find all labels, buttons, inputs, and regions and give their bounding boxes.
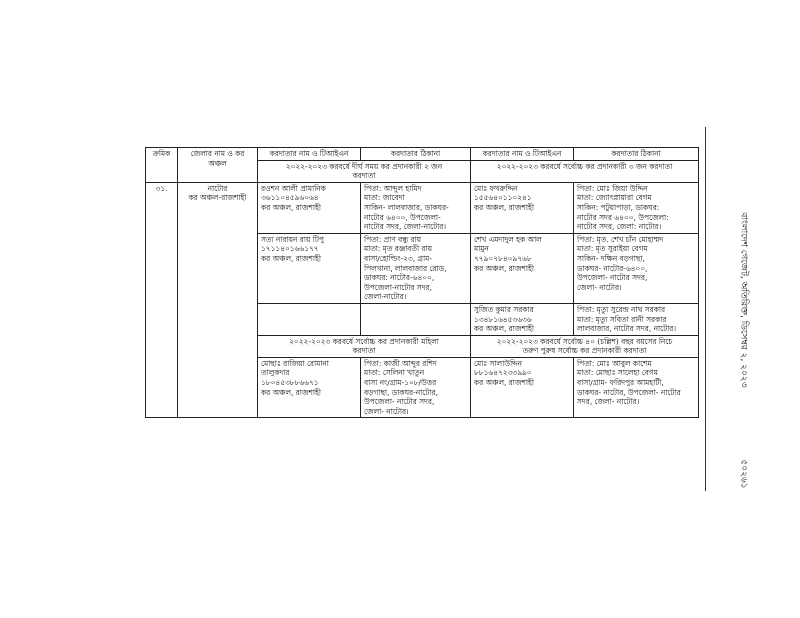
text-line: বাসা/হোল্ডিং-২৩, গ্রাম-: [364, 253, 432, 263]
taxpayer-name-tin: [258, 182, 361, 233]
text-line: মাতা: জ্যোৎস্নায়ারা বেগম: [577, 193, 652, 203]
text-line: মাতা: সেলিনা খাতুন: [364, 368, 425, 378]
side-rule: [705, 127, 706, 491]
category-female: [258, 335, 471, 357]
taxpayer-name-tin: [471, 182, 574, 233]
header-serial: ক্রমিক: [146, 148, 178, 183]
text-line: মাতা: জাবেদা: [364, 193, 405, 203]
text-line: পিতা: মৃত্যু সুরেন্দ্র নাথ সরকার: [577, 304, 666, 314]
category-young-male: [471, 335, 699, 357]
taxpayer-address: [574, 303, 699, 335]
text-line: নাটোর ৬৪০০, উপজেলা-: [364, 212, 441, 222]
text-line: কর অঞ্চল-রাজশাহী: [188, 193, 247, 203]
taxpayer-address: [574, 233, 699, 303]
text-line: উপজেলা-নাটোর সদর,: [364, 282, 432, 292]
text-line: সাকিন- লালবাজার, ডাকঘর-: [364, 202, 449, 212]
text-line: তালুকদার: [261, 368, 290, 378]
text-line: ৮৮১৬৪৭২৩৩৯৯০: [474, 368, 532, 378]
text-line: সত্য নারায়ন রায় টিপু: [261, 234, 324, 244]
text-line: ১৩৪৮১৬৪৫৩৬৩৬: [474, 314, 532, 324]
text-line: পিতা: কাজী আব্দুর রশিদ: [364, 358, 437, 368]
taxpayer-name-tin: [471, 357, 574, 418]
empty-cell: [361, 303, 471, 335]
taxpayer-address: [574, 357, 699, 418]
text-line: কর অঞ্চল, রাজশাহী: [261, 253, 321, 263]
page-number: ৫০২৬১: [738, 459, 749, 489]
text-line: কর অঞ্চল, রাজশাহী: [474, 202, 534, 212]
text-line: তরুণ পুরুষ সর্বোচ্চ কর প্রদানকারী করদাতা: [522, 346, 647, 356]
header-address-1: করদাতার ঠিকানা: [361, 148, 471, 161]
text-line: মাতা: মোছাঃ সালেহা বেগম: [577, 368, 658, 378]
empty-cell: [258, 303, 361, 335]
text-line: ২০২২-২০২৩ করবর্ষে সর্বোচ্চ কর প্রদানকারী মহিলা: [289, 336, 439, 346]
text-line: সাকিন- দক্ষিন বড়গাছা,: [577, 253, 645, 263]
text-line: ডাকঘর: নাটোর-৬৪০০,: [364, 273, 435, 283]
text-line: মাতা: মৃত্যু সবিতা রানী সরকার: [577, 314, 667, 324]
text-line: লালবাজার, নাটোর সদর, নাটোর।: [577, 324, 676, 334]
taxpayer-address: [361, 233, 471, 303]
text-line: ২০২২-২০২৩ করবর্ষে সর্বোচ্চ ৪০ (চল্লিশ) বছর বয়সের নিচে: [496, 336, 673, 346]
text-line: ১৮০৪৫৩৮৮৬৬৭১: [261, 378, 319, 388]
header-name-tin-2: করদাতার নাম ও টিআইএন: [471, 148, 574, 161]
text-line: পিতা: মৃত. শেখ চাঁন মোহাম্মদ: [577, 234, 664, 244]
text-line: বড়গাছা, ডাকঘর-নাটোর,: [364, 387, 438, 397]
text-line: জেলা- নাটোর।: [364, 406, 409, 416]
text-line: সাকিন: পটুয়াপাড়া, ডাকঘর:: [577, 202, 660, 212]
header-name-tin-1: করদাতার নাম ও টিআইএন: [258, 148, 361, 161]
text-line: কর অঞ্চল, রাজশাহী: [474, 378, 534, 388]
text-line: ডাকঘর- নাটোর-৬৪০০,: [577, 263, 648, 273]
text-line: কর অঞ্চল, রাজশাহী: [261, 387, 321, 397]
text-line: পিতা: প্রাণ বন্ধু রায়: [364, 234, 422, 244]
text-line: ৩৬১১০৪৫৯৬০৬৪: [261, 193, 319, 203]
category-top-three: ২০২২-২০২৩ করবর্ষে সর্বোচ্চ কর প্রদানকারী ৩ জন করদাতা: [471, 160, 699, 182]
text-line: পিতা: মোঃ জিয়া উদ্দিন: [577, 183, 648, 193]
text-line: ১৫৫৬৪০১১০২৪১: [474, 193, 532, 203]
text-line: মাতা: মৃত রঞ্জাবতী রায়: [364, 244, 432, 254]
text-line: ১৭১১৪০১৬৬১৭৭: [261, 244, 319, 254]
taxpayer-name-tin: [258, 357, 361, 418]
taxpayer-name-tin: [258, 233, 361, 303]
text-line: কর অঞ্চল, রাজশাহী: [474, 263, 534, 273]
text-line: উপজেলা- নাটোর সদর,: [364, 397, 435, 407]
text-line: জেলার নাম ও কর: [190, 149, 245, 158]
text-line: নাটোর সদর, জেলা: নাটোর।: [577, 222, 662, 232]
table-header-row: [146, 148, 699, 161]
text-line: পিলখানা, লালবাজার রোড,: [364, 263, 447, 273]
text-line: পিতা: আব্দুল হামিদ: [364, 183, 422, 193]
taxpayer-name-tin: [471, 303, 574, 335]
text-line: বাসা নং/গ্রাম-১০৮/উত্তর: [364, 378, 437, 388]
text-line: ৭৭৯০৭৮৪০৯৭৬৮: [474, 253, 532, 263]
table-row: [146, 182, 699, 233]
district-name: [178, 182, 258, 418]
text-line: কর অঞ্চল, রাজশাহী: [474, 324, 534, 334]
header-address-2: করদাতার ঠিকানা: [574, 148, 699, 161]
text-line: নাটোর সদর ৬৪০০, উপজেলা:: [577, 212, 669, 222]
taxpayer-table: [145, 147, 699, 418]
text-line: অঞ্চল: [208, 158, 227, 168]
text-line: পিতা: মোঃ আবুল কাশেম: [577, 358, 652, 368]
category-long-term: [258, 160, 471, 182]
taxpayer-address: [361, 182, 471, 233]
text-line: জেলা-নাটোর।: [364, 292, 407, 302]
text-line: রওশন আলী প্রামানিক: [261, 183, 326, 193]
text-line: উপজেলা- নাটোর সদর,: [577, 273, 648, 283]
taxpayer-name-tin: [471, 233, 574, 303]
text-line: বাসা/গ্রাম- ফরিদপুর আমহাটী,: [577, 378, 664, 388]
gazette-running-header: বাংলাদেশ গেজেট, অতিরিক্ত, ডিসেম্বর ২, ২০২৩: [738, 212, 749, 388]
text-line: মোঃ সালাউদ্দিন: [474, 358, 522, 368]
text-line: মোঃ ফখরুদ্দিন: [474, 183, 518, 193]
header-district: [178, 148, 258, 183]
text-line: ডাকঘর- নাটোর, উপজেলা- নাটোর: [577, 387, 681, 397]
taxpayer-address: [574, 182, 699, 233]
text-line: মাতা: মৃত সুরাইয়া বেগম: [577, 244, 648, 254]
text-line: শেখ এমদাদুল হক আল: [474, 234, 542, 244]
text-line: সুজিত কুমার সরকার: [474, 304, 534, 314]
text-line: করদাতা: [352, 346, 376, 356]
serial-number: ৩১.: [146, 182, 178, 418]
taxpayer-address: [361, 357, 471, 418]
text-line: মোছাঃ রাজিয়া রোমানা: [261, 358, 329, 368]
text-line: জেলা- নাটোর।: [577, 282, 622, 292]
text-line: করদাতা: [352, 171, 376, 181]
text-line: কর অঞ্চল, রাজশাহী: [261, 202, 321, 212]
text-line: সদর, জেলা- নাটোর।: [577, 397, 640, 407]
text-line: নাটোর সদর, জেলা-নাটোর।: [364, 222, 446, 232]
text-line: মামুন: [474, 244, 489, 254]
text-line: নাটোর: [207, 183, 228, 193]
text-line: ২০২২-২০২৩ করবর্ষে দীর্ঘ সময় কর প্রদানকারী ২ জন: [285, 161, 443, 171]
